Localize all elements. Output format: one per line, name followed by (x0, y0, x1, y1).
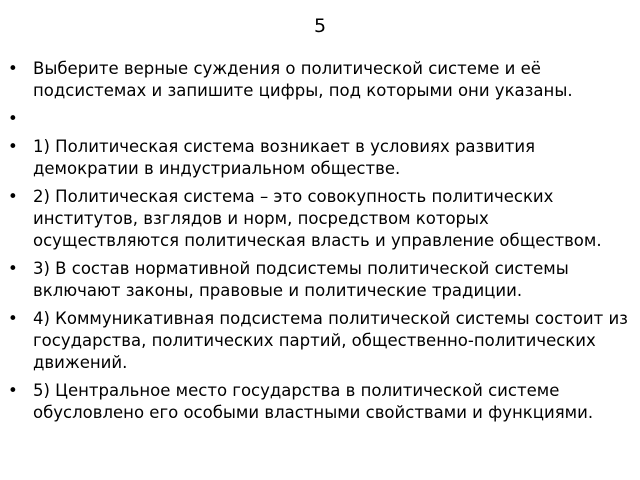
bullet-icon: • (8, 381, 18, 400)
statement-2-text: 2) Политическая система – это совокупность политических институтов, взглядов и норм, посредством которых осуществляются политическая власть и управление обществом. (33, 187, 602, 250)
statement-5 (8, 380, 632, 424)
empty-bullet (8, 108, 632, 130)
bullet-icon: • (8, 109, 18, 128)
bullet-icon: • (8, 259, 18, 278)
slide-number: 5 (313, 15, 327, 37)
task-instruction (8, 58, 632, 102)
bullet-icon: • (8, 137, 18, 156)
question-list (8, 58, 632, 430)
statement-3 (8, 258, 632, 302)
bullet-icon: • (8, 187, 18, 206)
bullet-icon: • (8, 59, 18, 78)
task-instruction-text: Выберите верные суждения о политической системе и её подсистемах и запишите цифры, под которыми они указаны. (33, 59, 573, 100)
statement-4 (8, 308, 632, 374)
bullet-icon: • (8, 309, 18, 328)
statement-2 (8, 186, 632, 252)
statement-4-text: 4) Коммуникативная подсистема политической системы состоит из государства, политических партий, общественно-политических движений. (33, 309, 628, 372)
statement-1 (8, 136, 632, 180)
statement-3-text: 3) В состав нормативной подсистемы политической системы включают законы, правовые и политические традиции. (33, 259, 569, 300)
statement-1-text: 1) Политическая система возникает в условиях развития демократии в индустриальном обществе. (33, 137, 536, 178)
statement-5-text: 5) Центральное место государства в политической системе обусловлено его особыми властными свойствами и функциями. (33, 381, 594, 422)
